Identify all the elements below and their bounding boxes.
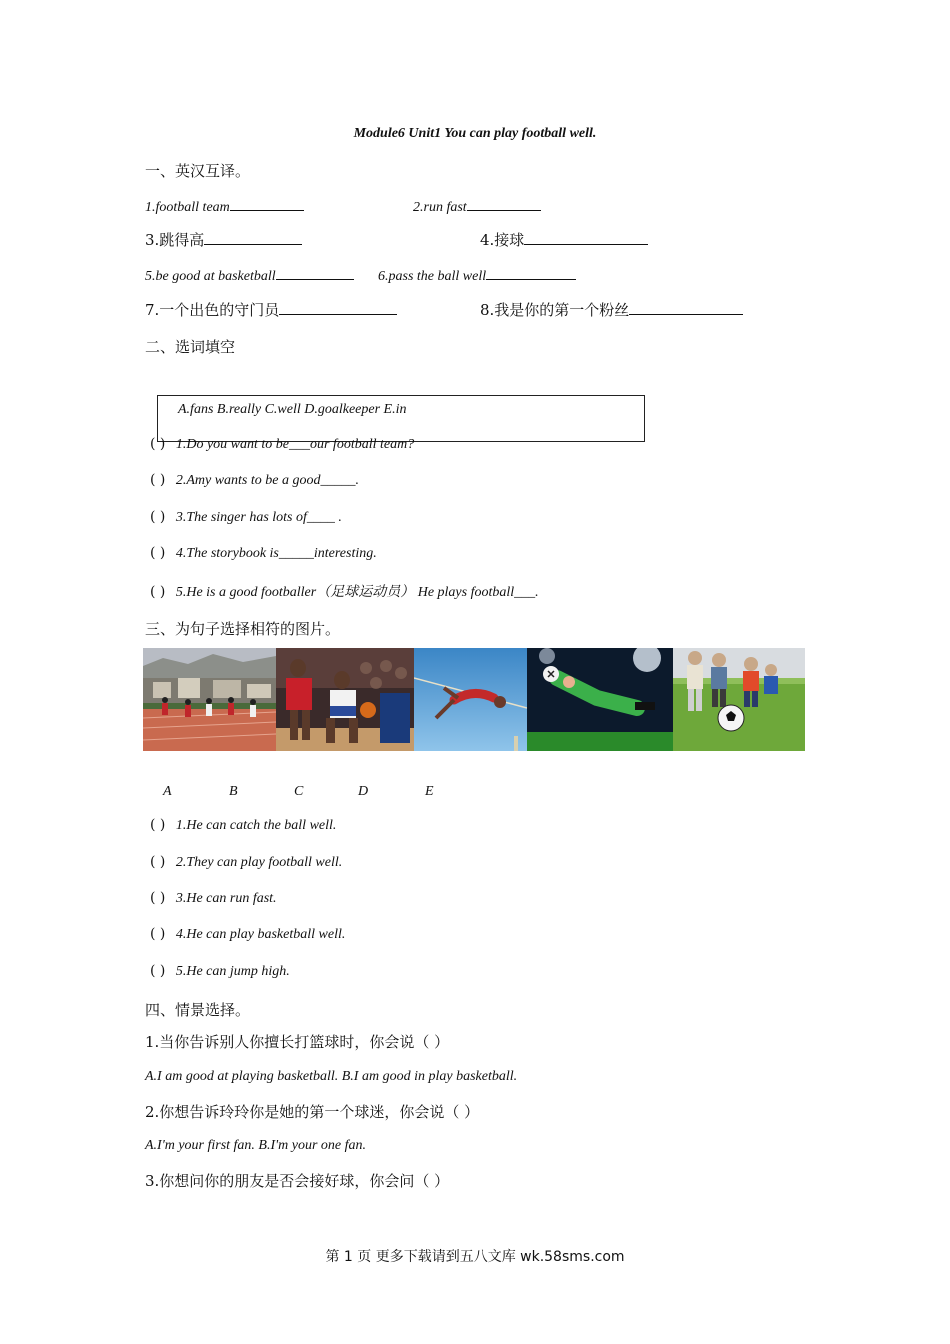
- question-text: 2.Amy wants to be a good_____.: [175, 473, 359, 488]
- picture-letter-a: A: [163, 784, 172, 799]
- page-title: Module6 Unit1 You can play football well.: [353, 126, 597, 141]
- answer-blank[interactable]: [279, 300, 397, 315]
- s4-answers-2: A.I'm your first fan. B.I'm your one fan.: [145, 1138, 367, 1153]
- page-footer: 第 1 页 更多下载请到五八文库 wk.58sms.com: [325, 1249, 625, 1265]
- s1-item-7-text: 7.一个出色的守门员: [145, 301, 280, 319]
- s1-item-7: [145, 299, 397, 320]
- s1-item-6-text: 6.pass the ball well: [378, 269, 487, 284]
- answer-blank[interactable]: [524, 230, 648, 245]
- word-options-box: [157, 395, 645, 442]
- answer-blank[interactable]: [204, 230, 302, 245]
- picture-e-football: [673, 648, 805, 751]
- s1-item-4: [480, 229, 648, 250]
- s3-question-5: [150, 963, 290, 980]
- s2-question-5: [150, 581, 539, 601]
- s2-question-3: [150, 509, 342, 526]
- s1-item-8-text: 8.我是你的第一个粉丝: [480, 301, 630, 319]
- picture-letter-c: C: [294, 784, 304, 799]
- answer-paren[interactable]: ( ): [150, 963, 166, 979]
- s1-item-6: [378, 265, 576, 285]
- section4-heading: 四、情景选择。: [145, 1001, 251, 1019]
- answer-blank[interactable]: [276, 265, 354, 280]
- s1-item-1-text: 1.football team: [145, 200, 230, 215]
- s3-question-3: [150, 890, 277, 907]
- picture-a-running: [143, 648, 276, 751]
- question-text: 3.The singer has lots of____ .: [175, 510, 342, 525]
- picture-strip: [143, 648, 805, 751]
- s1-item-2-text: 2.run fast: [413, 200, 467, 215]
- question-text: 5.He is a good footballer（足球运动员） He plays football___.: [175, 585, 539, 600]
- s2-question-4: [150, 545, 377, 562]
- s2-question-2: [150, 472, 359, 489]
- picture-letter-b: B: [229, 784, 238, 799]
- answer-paren[interactable]: ( ): [150, 854, 166, 870]
- section1-heading: 一、英汉互译。: [145, 162, 251, 180]
- question-text: 3.He can run fast.: [175, 891, 277, 906]
- answer-paren[interactable]: ( ): [150, 584, 166, 600]
- s1-item-3: [145, 229, 302, 250]
- answer-paren[interactable]: ( ): [150, 545, 166, 561]
- answer-paren[interactable]: ( ): [150, 472, 166, 488]
- s4-question-1: 1.当你告诉别人你擅长打篮球时，你会说（ ）: [145, 1033, 450, 1051]
- question-text: 4.He can play basketball well.: [175, 927, 346, 942]
- s2-question-1: [150, 436, 414, 453]
- s1-item-2: [413, 196, 541, 216]
- s4-question-3: 3.你想问你的朋友是否会接好球，你会问（ ）: [145, 1172, 450, 1190]
- picture-b-basketball: [276, 648, 414, 751]
- answer-paren[interactable]: ( ): [150, 926, 166, 942]
- s1-item-5-text: 5.be good at basketball: [145, 269, 276, 284]
- s3-question-1: [150, 817, 336, 834]
- s1-item-8: [480, 299, 743, 320]
- answer-blank[interactable]: [230, 196, 304, 211]
- answer-blank[interactable]: [486, 265, 576, 280]
- answer-paren[interactable]: ( ): [150, 509, 166, 525]
- question-text: 5.He can jump high.: [175, 964, 290, 979]
- picture-d-goalkeeper: [527, 648, 673, 751]
- picture-letter-e: E: [425, 784, 434, 799]
- picture-c-high-jump: [414, 648, 527, 751]
- question-text: 1.He can catch the ball well.: [175, 818, 337, 833]
- section3-heading: 三、为句子选择相符的图片。: [145, 620, 341, 638]
- s3-question-2: [150, 854, 342, 871]
- answer-paren[interactable]: ( ): [150, 890, 166, 906]
- word-options: A.fans B.really C.well D.goalkeeper E.in: [178, 402, 407, 417]
- question-text: 4.The storybook is_____interesting.: [175, 546, 377, 561]
- s1-item-1: [145, 196, 304, 216]
- s3-question-4: [150, 926, 345, 943]
- answer-blank[interactable]: [629, 300, 743, 315]
- s1-item-3-text: 3.跳得高: [145, 231, 205, 249]
- question-text: 2.They can play football well.: [175, 855, 343, 870]
- answer-paren[interactable]: ( ): [150, 436, 166, 452]
- answer-blank[interactable]: [467, 196, 541, 211]
- answer-paren[interactable]: ( ): [150, 817, 166, 833]
- question-text: 1.Do you want to be___our football team?: [175, 437, 415, 452]
- s4-question-2: 2.你想告诉玲玲你是她的第一个球迷，你会说（ ）: [145, 1103, 480, 1121]
- s1-item-5: [145, 265, 354, 285]
- picture-letter-d: D: [358, 784, 369, 799]
- section2-heading: 二、选词填空: [145, 338, 236, 356]
- s1-item-4-text: 4.接球: [480, 231, 525, 249]
- s4-answers-1: A.I am good at playing basketball. B.I am good in play basketball.: [145, 1069, 518, 1084]
